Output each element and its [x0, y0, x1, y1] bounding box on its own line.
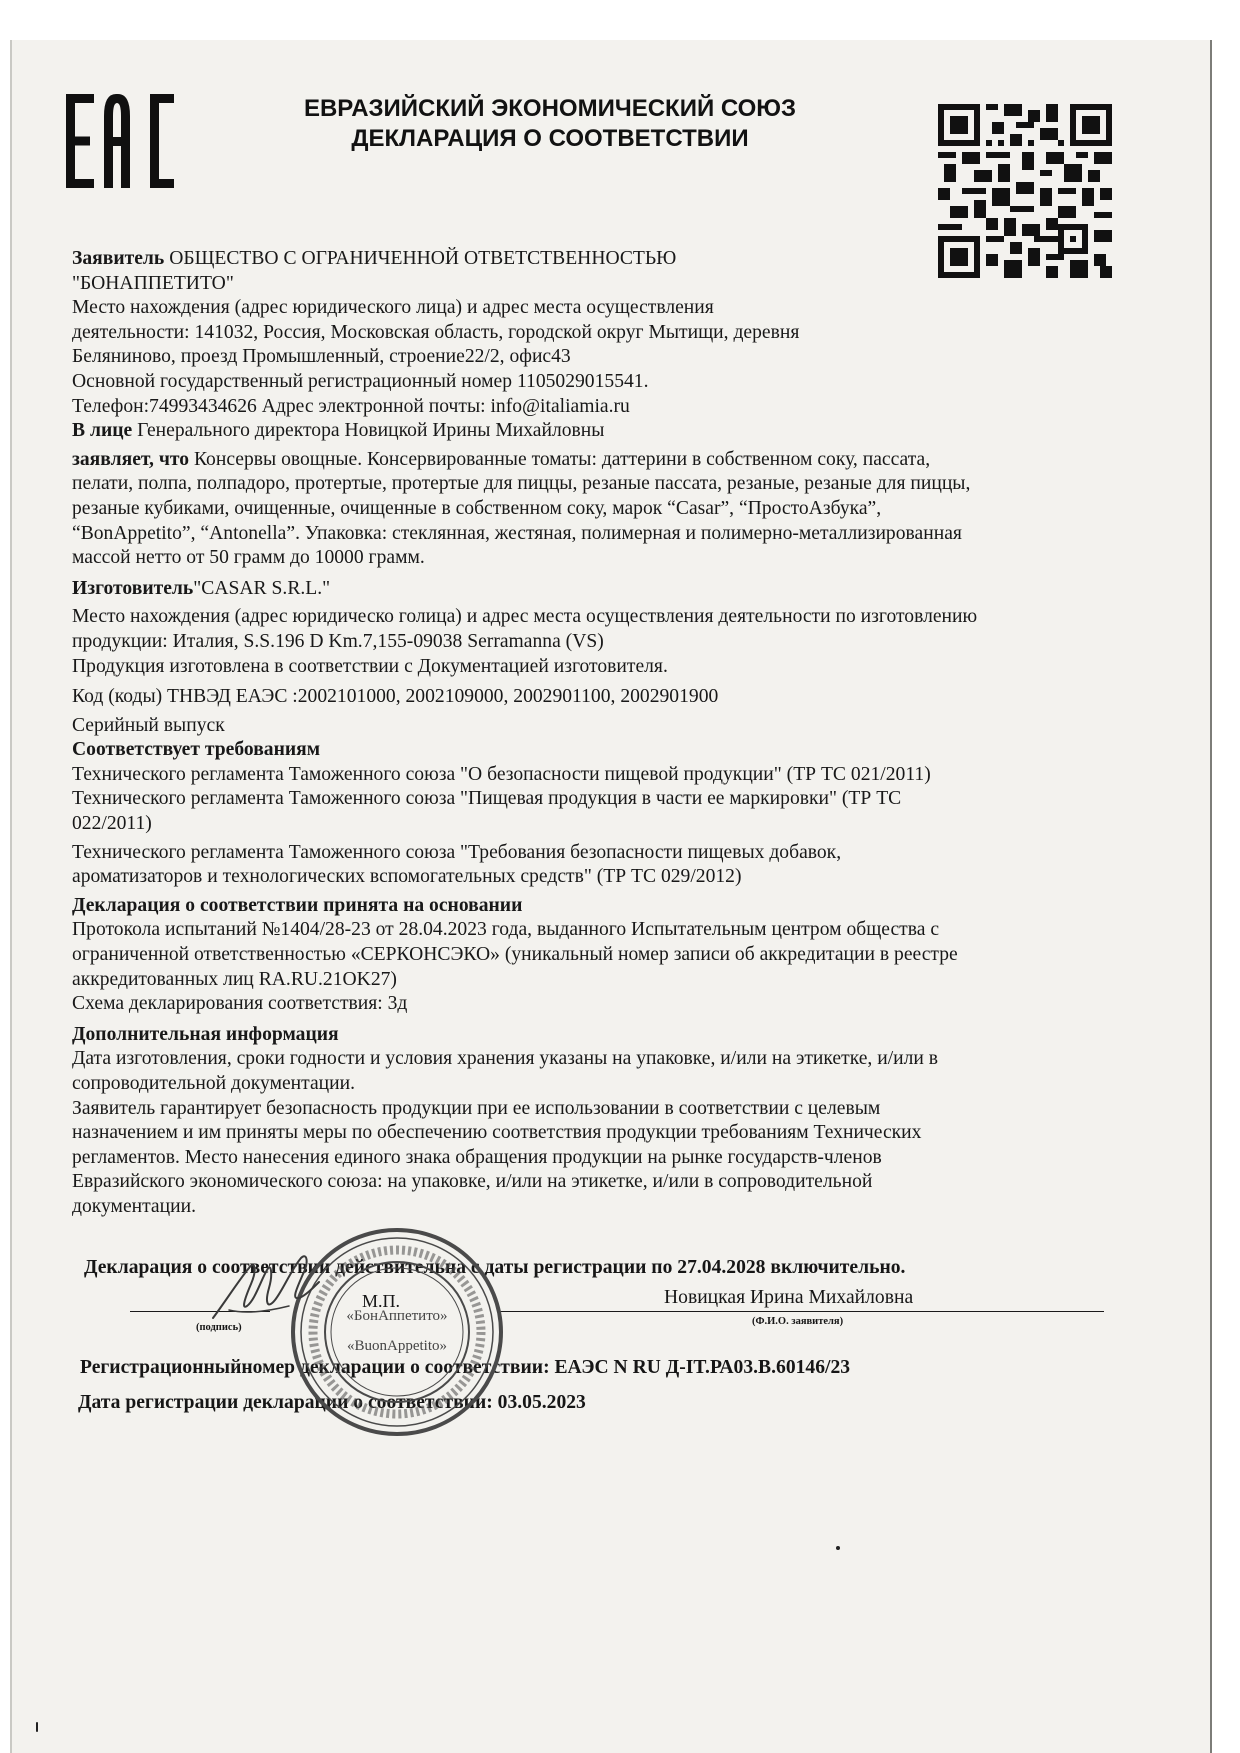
person-label: В лице — [72, 420, 133, 442]
hs-codes: Код (коды) ТНВЭД ЕАЭС :2002101000, 2002109000, 2002901100, 2002901900 — [72, 686, 719, 708]
declares-line-5: массой нетто от 50 грамм до 10000 грамм. — [72, 547, 425, 569]
person-name: Генерального директора Новицкой Ирины Михайловны — [132, 420, 605, 442]
additional-line-3: Заявитель гарантирует безопасность продукции при ее использовании в соответствии с целевым — [72, 1097, 881, 1119]
requirement-line-4: Технического регламента Таможенного союза "Требования безопасности пищевых добавок, — [72, 841, 842, 863]
manufacturer-docs: Продукция изготовлена в соответствии с Документацией изготовителя. — [72, 655, 668, 677]
applicant-address-1: Место нахождения (адрес юридического лица) и адрес места осуществления — [72, 297, 714, 319]
declares-line-3: резаные кубиками, очищенные, очищенные в собственном соку, марок “Casar”, “ПростоАзбука”, — [72, 497, 882, 519]
additional-line-1: Дата изготовления, сроки годности и условия хранения указаны на упаковке, и/или на этикетке, и/или в — [72, 1048, 939, 1070]
seal-inner-top: «БонАппетито» — [346, 1308, 448, 1324]
additional-line-6: Евразийского экономического союза: на упаковке, и/или на этикетке, и/или в сопроводительной — [72, 1171, 873, 1193]
additional-heading: Дополнительная информация — [72, 1023, 339, 1045]
manufacturer-address-2: продукции: Италия, S.S.196 D Km.7,155-09038 Serramanna (VS) — [72, 630, 604, 652]
additional-line-5: регламентов. Место нанесения единого знака обращения продукции на рынке государств-членов — [72, 1146, 882, 1168]
applicant-address-3: Беляниново, проезд Промышленный, строение22/2, офис43 — [72, 346, 571, 368]
declares-line-2: пелати, полпа, полпадоро, протертые, протертые для пиццы, резаные пассата, резаные, резаные для пиццы, — [72, 473, 971, 495]
declaration-body — [72, 247, 1102, 1220]
basis-line-4: Схема декларирования соответствия: 3д — [72, 993, 408, 1015]
applicant-line — [72, 247, 1102, 272]
document-header — [240, 94, 860, 154]
declares-line-4: “BonAppetito”, “Antonella”. Упаковка: стеклянная, жестяная, полимерная и полимерно-металлизированная — [72, 522, 962, 544]
requirements-heading: Соответствует требованиям — [72, 739, 321, 761]
applicant-name-1: ОБЩЕСТВО С ОГРАНИЧЕННОЙ ОТВЕТСТВЕННОСТЬЮ — [164, 248, 677, 269]
scan-speck — [836, 1546, 840, 1550]
handwritten-signature — [205, 1240, 325, 1330]
basis-line-1: Протокола испытаний №1404/28-23 от 28.04.2023 года, выданного Испытательным центром общества с — [72, 919, 940, 941]
serial-release: Серийный выпуск — [72, 714, 225, 736]
applicant-contacts: Телефон:74993434626 Адрес электронной почты: info@italiamia.ru — [72, 395, 630, 417]
seal-inner-bottom: «BuonAppetito» — [347, 1338, 447, 1354]
requirement-line-2: Технического регламента Таможенного союза "Пищевая продукция в части ее маркировки" (ТР ТС — [72, 788, 902, 810]
manufacturer-address-1: Место нахождения (адрес юридическо голица) и адрес места осуществления деятельности по изготовлению — [72, 606, 978, 628]
declares-text-1: Консервы овощные. Консервированные томаты: даттерини в собственном соку, пассата, — [189, 448, 931, 470]
signature-caption: (подпись) — [196, 1322, 242, 1333]
registration-date: Дата регистрации декларации о соответствии: 03.05.2023 — [78, 1392, 586, 1413]
basis-line-2: ограниченной ответственностью «СЕРКОНСЭКО» (уникальный номер записи об аккредитации в реестре — [72, 944, 958, 966]
header-union-title: ЕВРАЗИЙСКИЙ ЭКОНОМИЧЕСКИЙ СОЮЗ — [303, 95, 797, 122]
additional-line-4: назначением и им приняты меры по обеспечению соответствия продукции требованиям Технических — [72, 1122, 922, 1144]
additional-line-2: сопроводительной документации. — [72, 1073, 355, 1094]
declares-line-1 — [72, 448, 1102, 473]
applicant-label: Заявитель — [72, 248, 165, 269]
requirement-line-3: 022/2011) — [72, 813, 152, 835]
declares-label: заявляет, что — [72, 448, 190, 470]
seal-place-mark: М.П. — [362, 1291, 401, 1311]
header-declaration-title: ДЕКЛАРАЦИЯ О СООТВЕТСТВИИ — [351, 125, 749, 152]
eac-logo — [66, 94, 174, 188]
requirement-line-5: ароматизаторов и технологических вспомогательных средств" (ТР ТС 029/2012) — [72, 866, 742, 888]
scan-speck — [36, 1722, 38, 1732]
basis-heading: Декларация о соответствии принята на основании — [72, 894, 523, 916]
applicant-ogrn: Основной государственный регистрационный номер 1105029015541. — [72, 370, 649, 392]
requirement-line-1: Технического регламента Таможенного союза "О безопасности пищевой продукции" (ТР ТС 021/2011) — [72, 763, 931, 785]
manufacturer-line — [72, 577, 1102, 602]
applicant-address-2: деятельности: 141032, Россия, Московская область, городской округ Мытищи, деревня — [72, 321, 800, 343]
manufacturer-name: "CASAR S.R.L." — [193, 577, 331, 599]
applicant-name-2: "БОНАППЕТИТО" — [72, 272, 234, 294]
registration-number: Регистрационныйномер декларации о соответствии: ЕАЭС N RU Д-IT.РА03.В.60146/23 — [80, 1357, 851, 1378]
name-line — [500, 1311, 1104, 1312]
validity-statement: Декларация о соответствии действительна с даты регистрации по 27.04.2028 включительно. — [84, 1257, 906, 1278]
additional-line-7: документации. — [72, 1195, 196, 1217]
manufacturer-label: Изготовитель — [72, 577, 194, 599]
basis-line-3: аккредитованных лиц RA.RU.21OK27) — [72, 968, 397, 990]
name-caption: (Ф.И.О. заявителя) — [752, 1316, 844, 1327]
applicant-person — [72, 419, 1102, 444]
signer-name: Новицкая Ирина Михайловна — [664, 1287, 914, 1308]
